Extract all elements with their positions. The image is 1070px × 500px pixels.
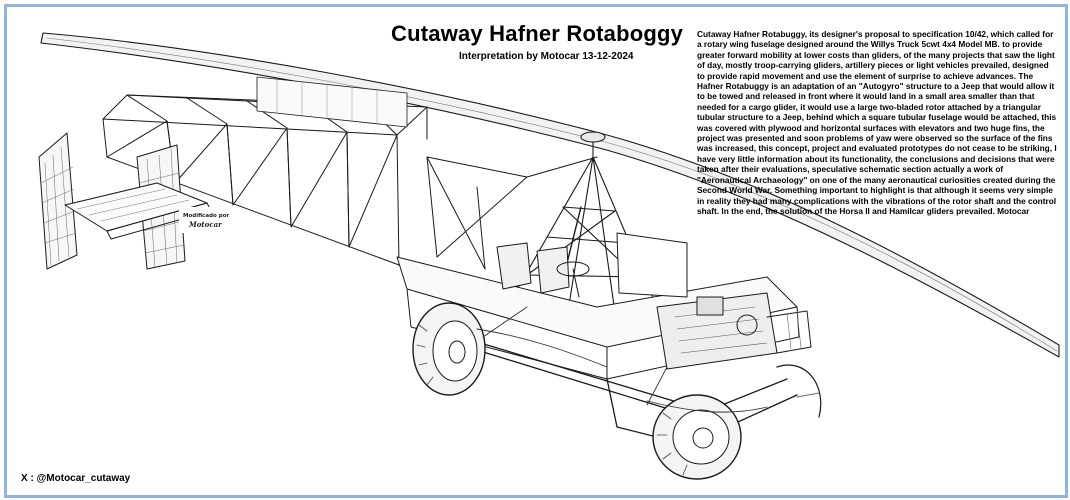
description-text: Cutaway Hafner Rotabuggy, its designer's proposal to specification 10/42, which called for a rotary wing fuselage designed around the Willys Truck 5cwt 4x4 Model MB. to provide greater forward mobility at lower costs than gliders, of the many projects that saw the light of day, mostly troop-carrying gliders, artillery pieces or light vehicles prevailed, designed to provide rapid movement and use the element of surprise to achieve advances. The Hafner Rotabuggy is an adaptation of an "Autogyro" structure to a Jeep that would allow it to be towed and released in front where it would land in a small area smaller than that needed for a cargo glider, it would use a large two-bladed rotor attached by a triangular tubular structure to a Jeep, behind which a square tubular fuselage would be attached, this was covered with plywood and horizontal surfaces with elevators and two huge fins, the project was presented and soon problems of yaw were observed so the surface of the fins was increased, this concept, project and evaluated prototypes do not cease to be striking, I have very little information about its functionality, the conclusions and decisions that were taken after their evaluations, speculative schematic section actually a work of "Aeronautical Archaeology" on one of the many aeronautical curiosities created during the Second World War. Something important to highlight is that although it seems very simple in reality they had many complications with the vibrations of the rotor shaft and the control shaft. In the end, the solution of the Horsa II and Hamilcar gliders prevailed. Motocar xyxy=(697,29,1057,216)
rear-wheel xyxy=(413,303,485,395)
poster-frame xyxy=(4,4,1068,498)
tail-fins xyxy=(39,133,211,269)
social-credit: X : @Motocar_cutaway xyxy=(21,473,131,484)
front-wheel xyxy=(653,395,741,479)
far-wheel xyxy=(777,365,821,417)
stamp-line1: Modificado por xyxy=(183,213,230,219)
page-subtitle: Interpretation by Motocar 13-12-2024 xyxy=(459,51,634,62)
stamp-line2: Motocar xyxy=(189,220,222,229)
page-title: Cutaway Hafner Rotaboggy xyxy=(391,21,684,46)
